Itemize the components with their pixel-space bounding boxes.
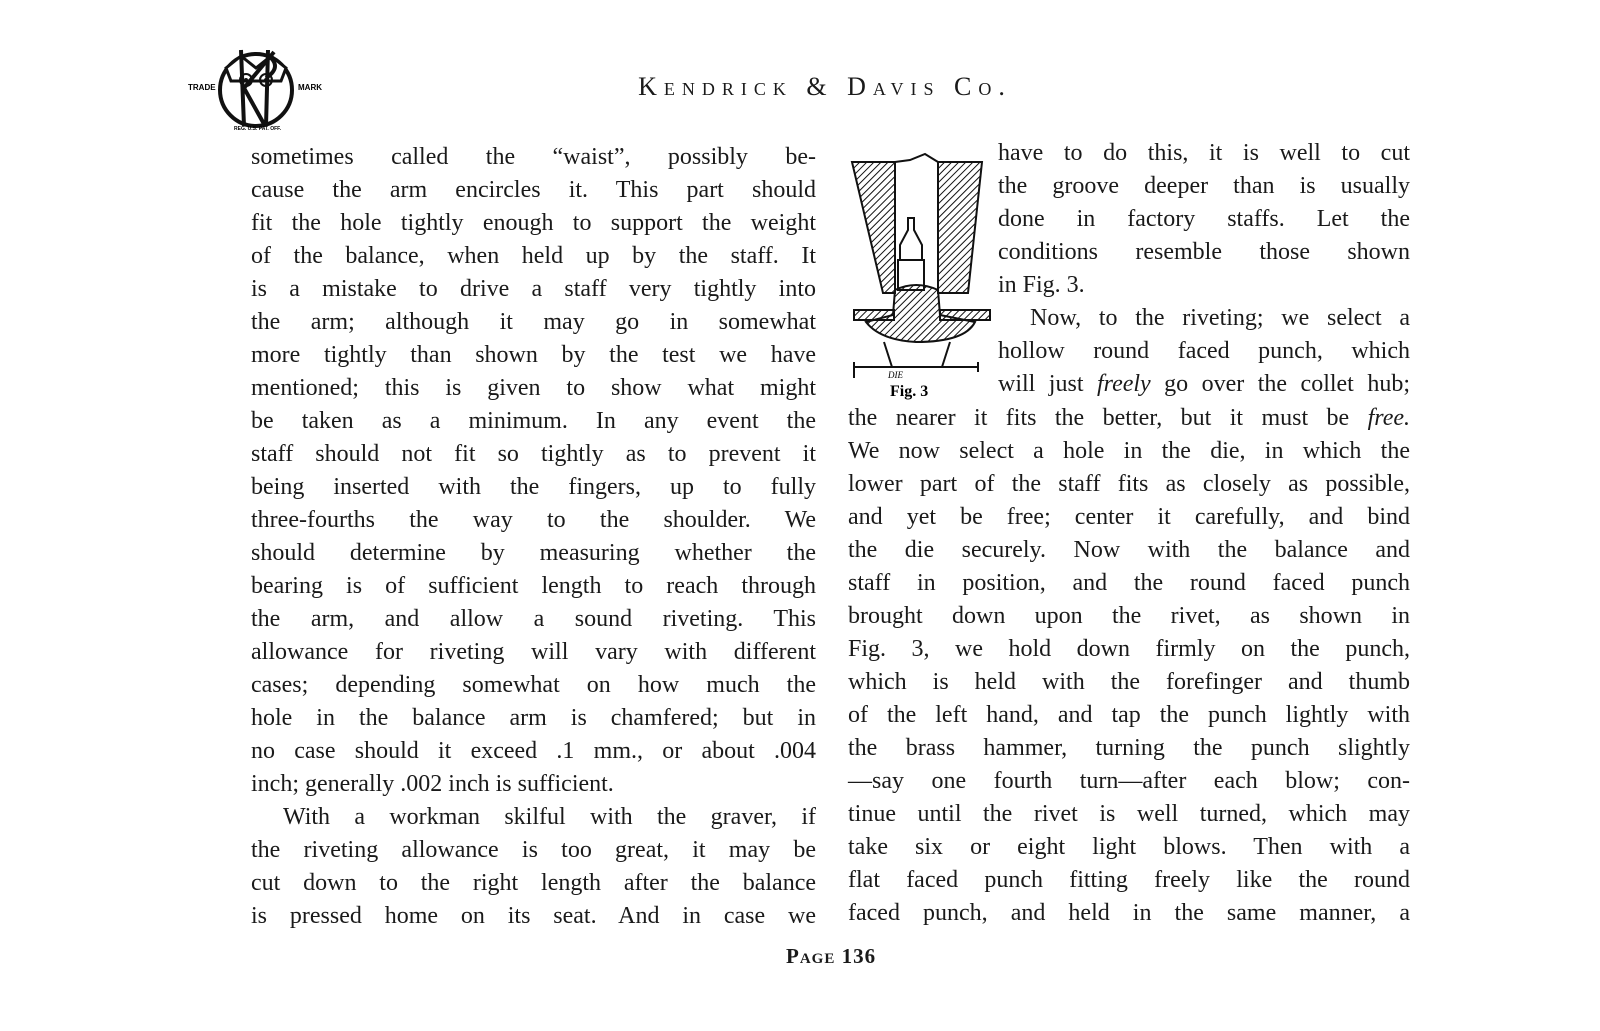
- text-line: cases; depending somewhat on how much the: [251, 672, 816, 698]
- text-line: Now, to the riveting; we select a: [1030, 305, 1410, 331]
- right-column-beside-figure: [998, 137, 1410, 401]
- logo-registration-text: REG. U.S. PAT. OFF.: [234, 126, 282, 132]
- text-line: done in factory staffs. Let the: [998, 206, 1410, 232]
- left-column: [251, 141, 816, 933]
- text-line: be taken as a minimum. In any event the: [251, 408, 816, 434]
- text-line: of the balance, when held up by the staff. It: [251, 243, 816, 269]
- text-line: no case should it exceed .1 mm., or about .004: [251, 738, 816, 764]
- die-label: DIE: [888, 370, 903, 380]
- text-line: fit the hole tightly enough to support the weight: [251, 210, 816, 236]
- text-line: [998, 368, 1410, 401]
- page-header: Kendrick & Davis Co.: [638, 72, 1012, 101]
- text-line: more tightly than shown by the test we have: [251, 342, 816, 368]
- text-line: is pressed home on its seat. And in case we: [251, 903, 816, 929]
- text-line: staff in position, and the round faced punch: [848, 570, 1410, 596]
- text-line: We now select a hole in the die, in which the: [848, 438, 1410, 464]
- paragraph: [848, 402, 1410, 930]
- paragraph: [251, 141, 816, 801]
- text-line: [848, 402, 1410, 435]
- text-line: flat faced punch fitting freely like the round: [848, 867, 1410, 893]
- text-line: brought down upon the rivet, as shown in: [848, 603, 1410, 629]
- figure-caption: Fig. 3: [890, 383, 929, 400]
- text-line: hollow round faced punch, which: [998, 338, 1410, 364]
- text-line: the arm, and allow a sound riveting. This: [251, 606, 816, 632]
- text-line: have to do this, it is well to cut: [998, 140, 1410, 166]
- text-line: in Fig. 3.: [998, 272, 1085, 298]
- text-line: inch; generally .002 inch is sufficient.: [251, 771, 614, 797]
- text-line: staff should not fit so tightly as to prevent it: [251, 441, 816, 467]
- text-line: three-fourths the way to the shoulder. We: [251, 507, 816, 533]
- right-column: [848, 402, 1410, 930]
- text-line: take six or eight light blows. Then with a: [848, 834, 1410, 860]
- logo-trade-text: TRADE: [188, 83, 216, 92]
- text-line: conditions resemble those shown: [998, 239, 1410, 265]
- text-line: the groove deeper than is usually: [998, 173, 1410, 199]
- text-line: cause the arm encircles it. This part should: [251, 177, 816, 203]
- text-line: being inserted with the fingers, up to fully: [251, 474, 816, 500]
- text-line: of the left hand, and tap the punch lightly with: [848, 702, 1410, 728]
- text-line: bearing is of sufficient length to reach through: [251, 573, 816, 599]
- text-line: the brass hammer, turning the punch slightly: [848, 735, 1410, 761]
- text-line: lower part of the staff fits as closely as possible,: [848, 471, 1410, 497]
- paragraph: [998, 302, 1410, 401]
- text-line: faced punch, and held in the same manner, a: [848, 900, 1410, 926]
- logo-mark-text: MARK: [298, 83, 322, 92]
- text-line: cut down to the right length after the balance: [251, 870, 816, 896]
- page-label: Page: [786, 944, 836, 968]
- text-segment: will just: [998, 371, 1097, 397]
- text-line: —say one fourth turn—after each blow; con-: [848, 768, 1410, 794]
- text-line: and yet be free; center it carefully, and bind: [848, 504, 1410, 530]
- text-line: allowance for riveting will vary with different: [251, 639, 816, 665]
- text-line: is a mistake to drive a staff very tightly into: [251, 276, 816, 302]
- text-line: With a workman skilful with the graver, if: [283, 804, 816, 830]
- text-line: the riveting allowance is too great, it may be: [251, 837, 816, 863]
- paragraph: [998, 137, 1410, 302]
- text-segment: the nearer it fits the better, but it must be: [848, 405, 1368, 431]
- italic-text: freely: [1096, 371, 1151, 397]
- italic-text: free.: [1367, 405, 1410, 431]
- text-line: mentioned; this is given to show what might: [251, 375, 816, 401]
- text-line: Fig. 3, we hold down firmly on the punch,: [848, 636, 1410, 662]
- page-footer: [786, 944, 876, 969]
- text-line: tinue until the rivet is well turned, which may: [848, 801, 1410, 827]
- text-segment: go over the collet hub;: [1150, 371, 1410, 397]
- text-line: the arm; although it may go in somewhat: [251, 309, 816, 335]
- text-line: which is held with the forefinger and thumb: [848, 669, 1410, 695]
- riveting-diagram: [850, 150, 1010, 410]
- text-line: the die securely. Now with the balance and: [848, 537, 1410, 563]
- paragraph: [251, 801, 816, 933]
- text-line: sometimes called the “waist”, possibly be-: [251, 144, 816, 170]
- figure-3: [850, 150, 1010, 410]
- text-line: should determine by measuring whether the: [251, 540, 816, 566]
- text-line: hole in the balance arm is chamfered; but in: [251, 705, 816, 731]
- page-number: 136: [841, 944, 877, 968]
